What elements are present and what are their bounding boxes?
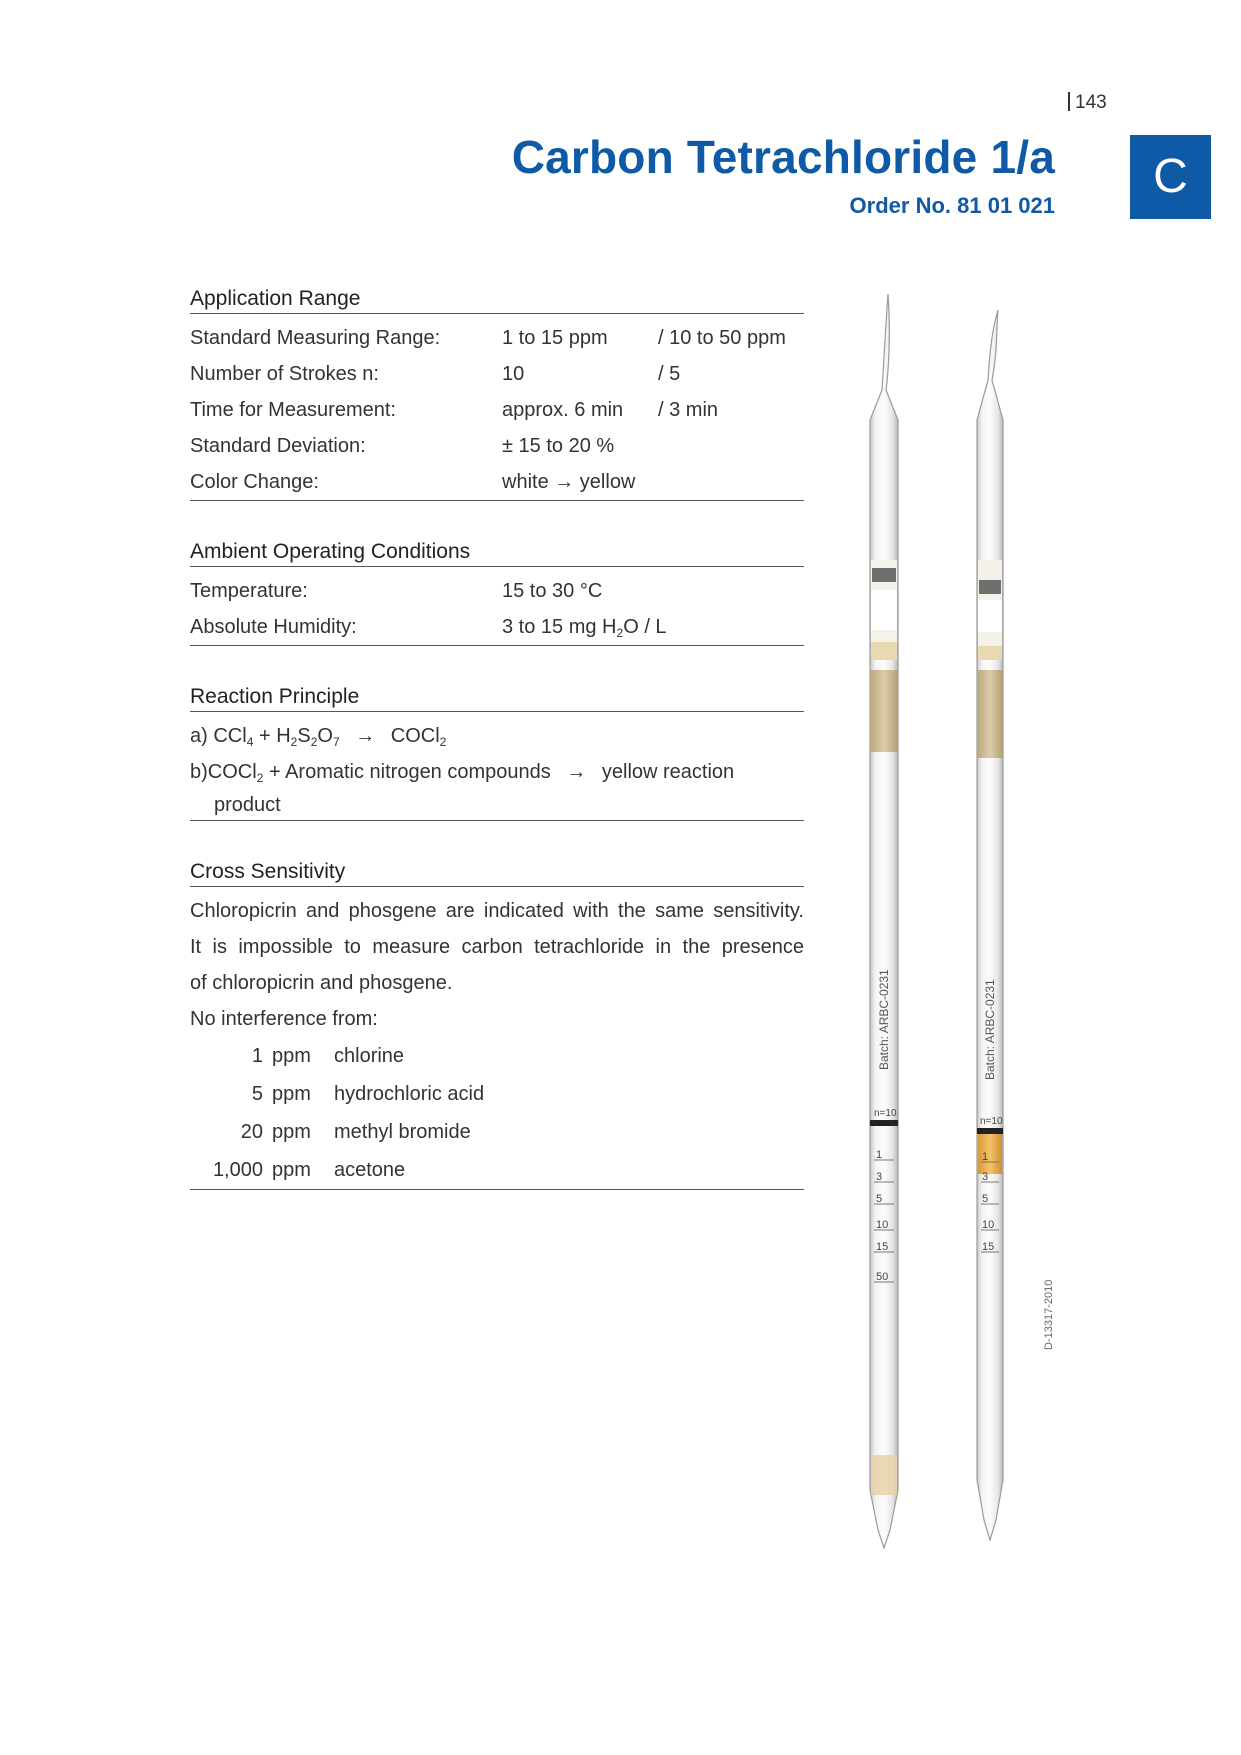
temperature-value: 15 to 30 °C (502, 579, 603, 602)
application-range-v1: ± 15 to 20 % (502, 434, 615, 457)
cross-sensitivity-text (190, 893, 804, 1037)
page-title: Carbon Tetrachloride 1/a (511, 131, 1055, 183)
sub-2: 2 (256, 771, 264, 785)
application-range-row (190, 428, 804, 464)
scale-label-right: 10 (982, 1219, 995, 1231)
temperature-row (190, 573, 804, 609)
application-range-v2: / 10 to 50 ppm (658, 326, 786, 349)
sub-4: 4 (246, 735, 254, 749)
humidity-pre: 3 to 15 mg H (502, 615, 617, 638)
application-range-label: Color Change: (190, 470, 319, 493)
no-interference-label: No interference from: (190, 1008, 378, 1030)
no-interference-unit: ppm (272, 1158, 311, 1181)
sub-7: 7 (332, 735, 340, 749)
application-range-row (190, 464, 804, 501)
no-interference-unit: ppm (272, 1120, 311, 1143)
application-range-heading: Application Range (190, 286, 804, 314)
product-text-1: yellow reaction (601, 761, 735, 783)
plus-sign: + (258, 725, 271, 747)
sub-2: 2 (290, 735, 298, 749)
reaction-section (190, 684, 804, 821)
application-range-label: Standard Measuring Range: (190, 326, 441, 349)
no-interference-unit: ppm (272, 1082, 311, 1105)
scale-label-left: 3 (876, 1171, 883, 1183)
scale-label-left: 15 (876, 1241, 889, 1253)
no-interference-amount: 1,000 (212, 1158, 263, 1181)
n10-mark-left: n=10 (874, 1108, 897, 1119)
application-range-v1: approx. 6 min (502, 398, 624, 421)
no-interference-row (190, 1075, 804, 1113)
application-range-label: Standard Deviation: (190, 434, 366, 457)
chapter-tab[interactable]: C (1130, 135, 1211, 219)
batch-label-right: Batch: ARBC-0231 (983, 979, 997, 1080)
sub-2: 2 (310, 735, 318, 749)
application-range-v2 (658, 428, 804, 464)
ambient-heading: Ambient Operating Conditions (190, 539, 804, 567)
scale-label-left: 10 (876, 1219, 889, 1231)
no-interference-unit: ppm (272, 1044, 311, 1067)
reaction-b (190, 754, 804, 790)
cs-line-3: of chloropicrin and phosgene. (190, 972, 453, 994)
application-range-table (190, 320, 804, 501)
cocl-formula: COCl (207, 761, 257, 783)
h-symbol: H (276, 725, 291, 747)
application-range-label: Number of Strokes n: (190, 362, 379, 385)
reaction-block (190, 718, 804, 821)
application-range-section (190, 286, 804, 501)
s-symbol: S (297, 725, 311, 747)
figure-code: D-13317-2010 (1043, 1279, 1055, 1350)
sub-2: 2 (439, 735, 447, 749)
reaction-a (190, 718, 804, 754)
scale-label-right: 15 (982, 1241, 995, 1253)
application-range-row (190, 392, 804, 428)
application-range-v2: / 3 min (658, 398, 719, 421)
ambient-table (190, 573, 804, 646)
cross-sensitivity-heading: Cross Sensitivity (190, 859, 804, 887)
temperature-label: Temperature: (190, 579, 308, 602)
order-number: Order No. 81 01 021 (849, 193, 1055, 218)
no-interference-amount: 1 (251, 1044, 263, 1067)
application-range-v1: white → yellow (502, 470, 636, 493)
no-interference-row (190, 1037, 804, 1075)
content-column (190, 286, 804, 1228)
humidity-value (502, 609, 804, 646)
application-range-row (190, 320, 804, 356)
application-range-row (190, 356, 804, 392)
arrow-icon: → (566, 761, 587, 783)
reaction-b-prefix: b) (190, 761, 208, 783)
n10-mark-right: n=10 (980, 1116, 1003, 1127)
tube-left (870, 294, 898, 1548)
humidity-label: Absolute Humidity: (190, 615, 357, 638)
scale-label-left: 50 (876, 1271, 889, 1283)
no-interference-substance: chlorine (334, 1044, 405, 1067)
page-number-divider (1068, 92, 1070, 111)
scale-label-right: 3 (982, 1171, 989, 1183)
no-interference-amount: 20 (240, 1120, 263, 1143)
no-interference-substance: methyl bromide (334, 1120, 471, 1143)
batch-label-left: Batch: ARBC-0231 (877, 969, 891, 1070)
no-interference-substance: acetone (334, 1158, 406, 1181)
page-number-text: 143 (1075, 92, 1107, 113)
no-interference-substance: hydrochloric acid (334, 1082, 485, 1105)
no-interference-table (190, 1037, 804, 1190)
arrow-icon: → (355, 725, 376, 747)
application-range-v1: 1 to 15 ppm (502, 326, 608, 349)
humidity-sub: 2 (616, 625, 624, 640)
ccl-formula: CCl (213, 725, 247, 747)
cs-line-1: Chloropicrin and phosgene are indicated with the same sensitivity. (190, 900, 804, 922)
page-number (1068, 92, 1107, 114)
application-range-v2: / 5 (658, 362, 681, 385)
detector-tubes-photo (860, 290, 1090, 1550)
scale-label-right: 1 (982, 1151, 989, 1163)
reaction-a-prefix: a) (190, 725, 208, 747)
humidity-post: O / L (623, 615, 667, 638)
humidity-row (190, 609, 804, 646)
product-text-2: product (214, 794, 281, 816)
application-range-label: Time for Measurement: (190, 398, 396, 421)
cs-line-2: It is impossible to measure carbon tetrachloride in the presence (190, 936, 804, 958)
reaction-heading: Reaction Principle (190, 684, 804, 712)
ambient-section (190, 539, 804, 646)
application-range-v1: 10 (502, 362, 525, 385)
application-range-v2 (658, 464, 804, 501)
cross-sensitivity-section (190, 859, 804, 1190)
o-symbol: O (317, 725, 333, 747)
aromatic-text: + Aromatic nitrogen compounds (268, 761, 551, 783)
no-interference-amount: 5 (251, 1082, 263, 1105)
cocl-formula: COCl (390, 725, 440, 747)
no-interference-row (190, 1151, 804, 1190)
no-interference-row (190, 1113, 804, 1151)
scale-label-right: 5 (982, 1193, 989, 1205)
tube-right (977, 310, 1003, 1540)
scale-label-left: 1 (876, 1149, 883, 1161)
scale-label-left: 5 (876, 1193, 883, 1205)
